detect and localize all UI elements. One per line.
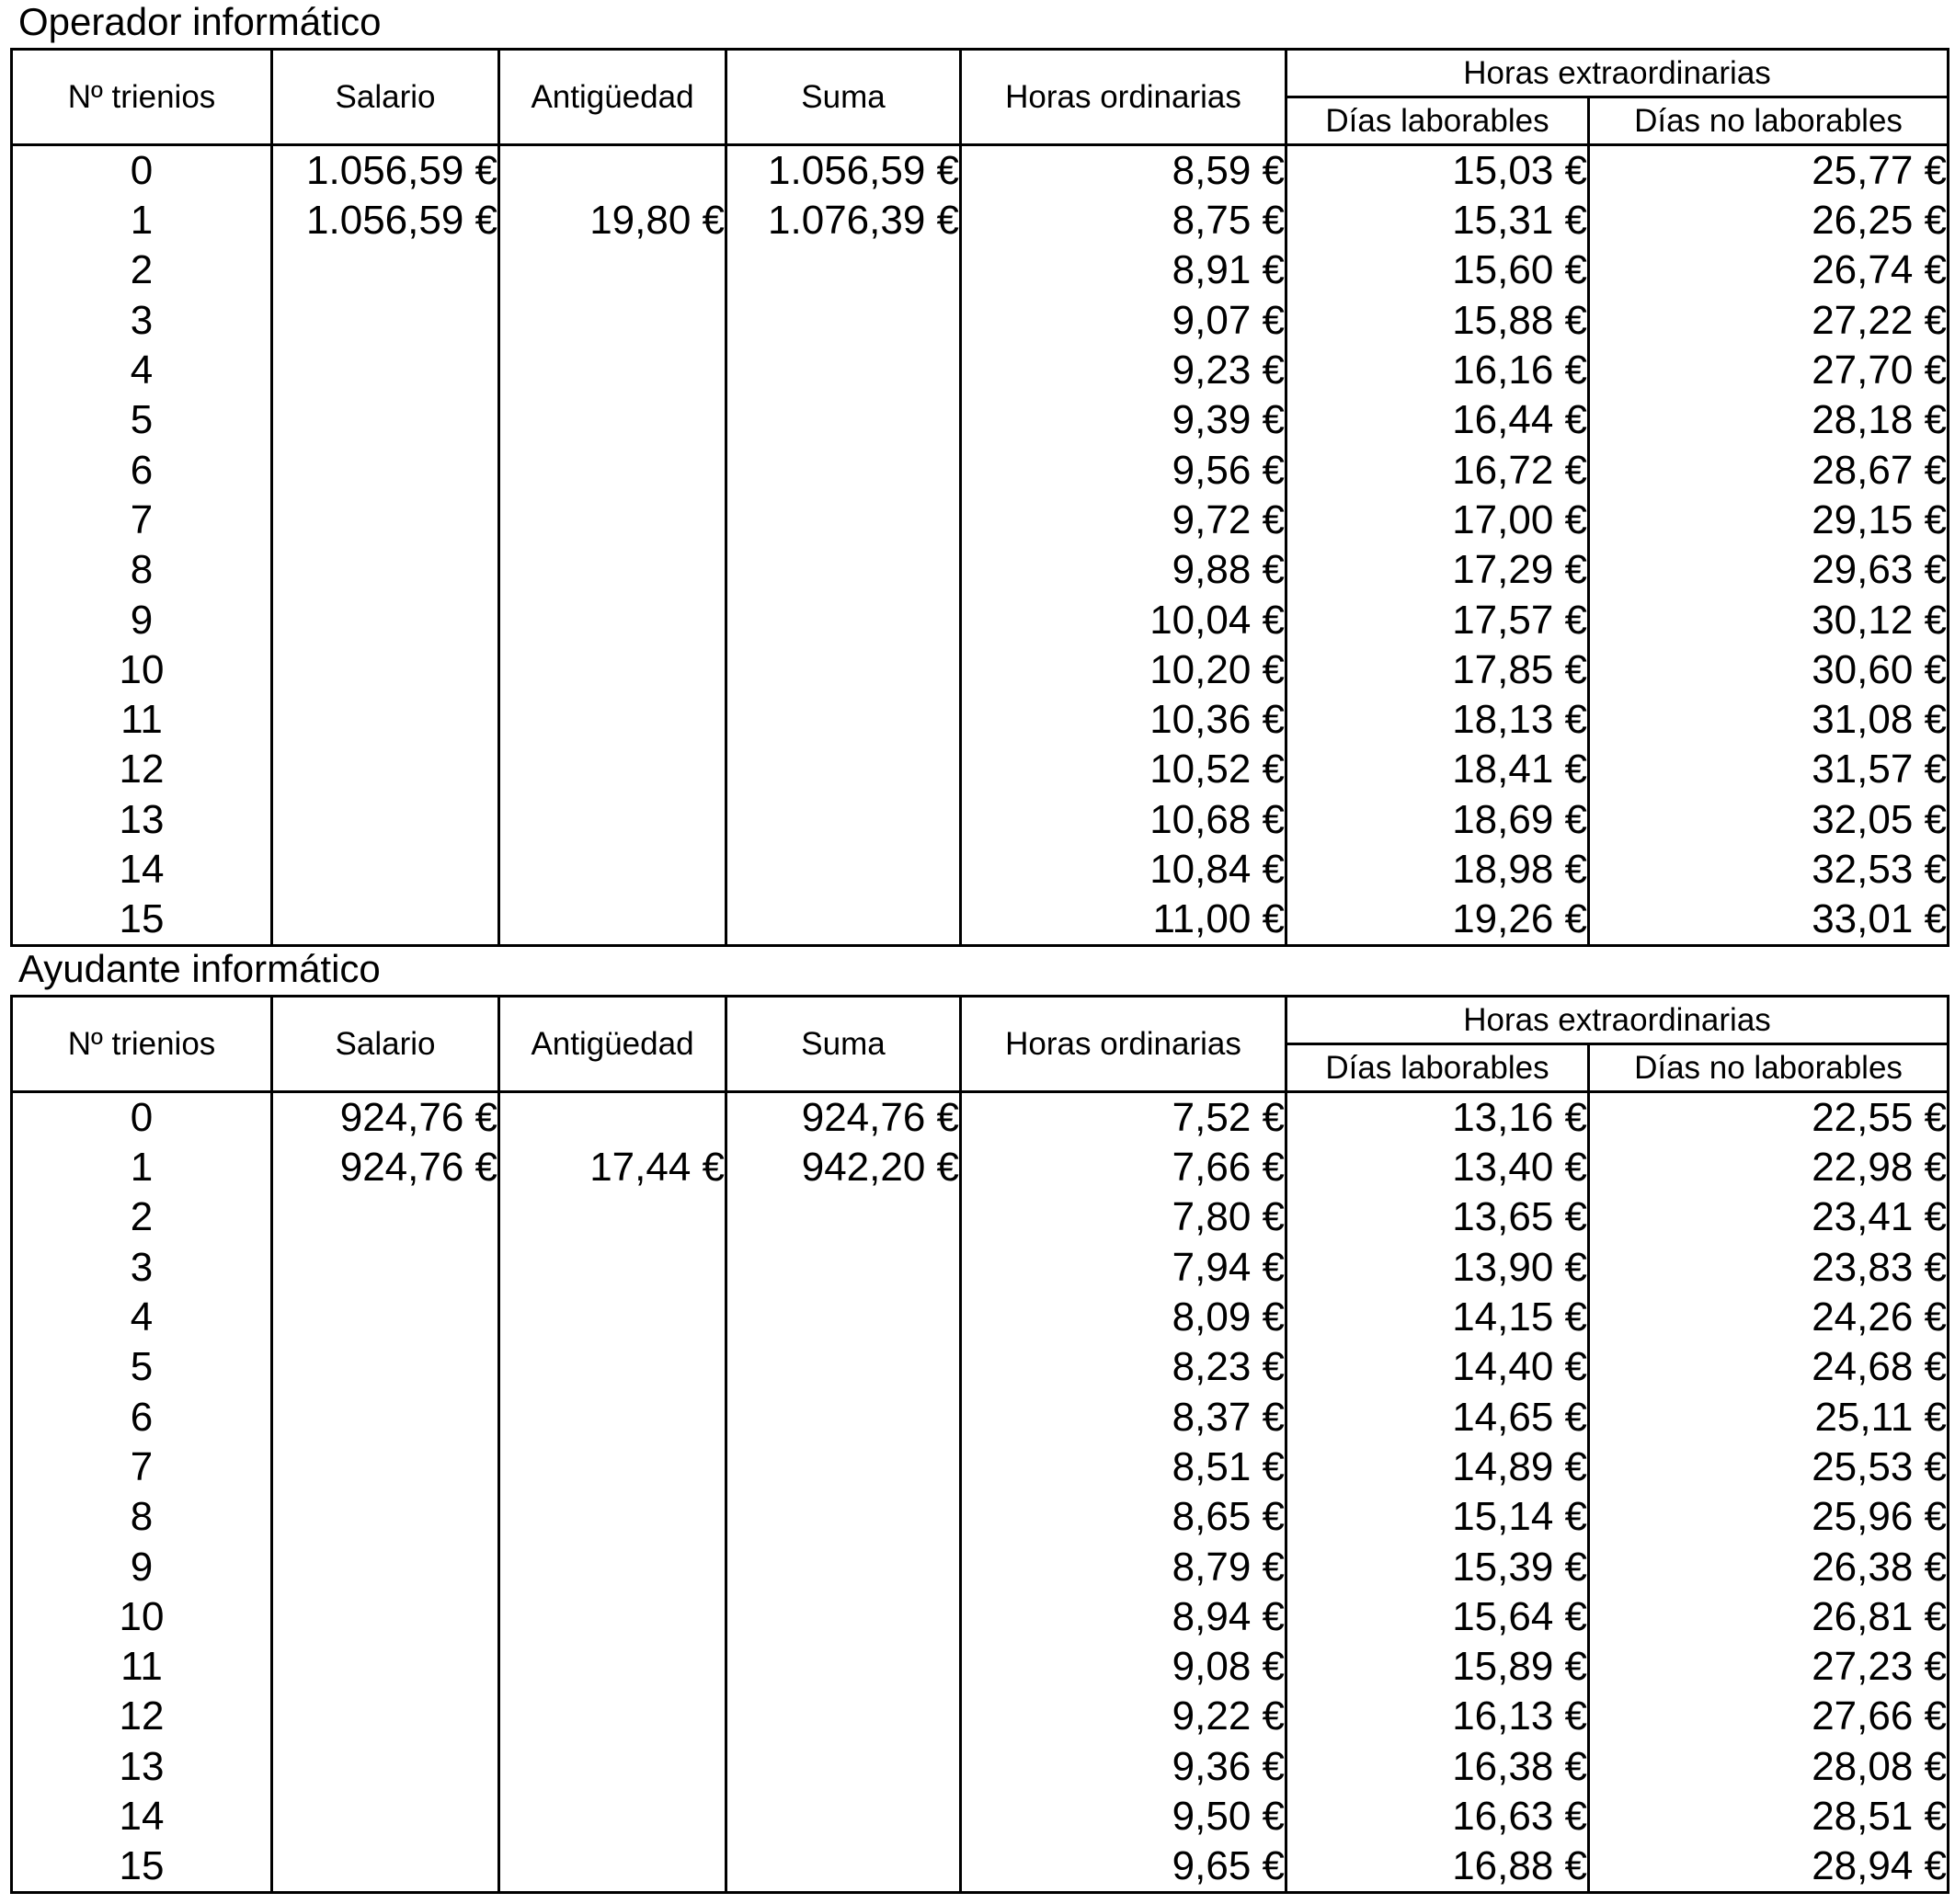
cell-dias-laborables: 15,39 € xyxy=(1286,1542,1589,1591)
cell-suma xyxy=(726,1542,961,1591)
table-body xyxy=(12,145,1949,946)
cell-salario xyxy=(272,245,499,295)
cell-dias-no-laborables: 29,63 € xyxy=(1589,545,1949,595)
cell-horas-ordinarias: 10,52 € xyxy=(961,745,1286,794)
table-row xyxy=(12,296,1949,346)
cell-dias-no-laborables: 28,51 € xyxy=(1589,1792,1949,1841)
cell-horas-ordinarias: 8,51 € xyxy=(961,1442,1286,1492)
cell-dias-laborables: 18,69 € xyxy=(1286,795,1589,845)
cell-salario xyxy=(272,1392,499,1442)
cell-suma xyxy=(726,1692,961,1741)
cell-antiguedad xyxy=(499,1192,726,1242)
header-trienios: Nº trienios xyxy=(12,50,272,145)
cell-trienios: 3 xyxy=(12,296,272,346)
cell-antiguedad xyxy=(499,795,726,845)
cell-horas-ordinarias: 9,88 € xyxy=(961,545,1286,595)
table-row xyxy=(12,1542,1949,1591)
cell-salario xyxy=(272,1692,499,1741)
cell-salario xyxy=(272,1442,499,1492)
cell-trienios: 6 xyxy=(12,445,272,495)
cell-trienios: 10 xyxy=(12,1592,272,1642)
cell-antiguedad xyxy=(499,1092,726,1144)
cell-horas-ordinarias: 7,94 € xyxy=(961,1243,1286,1293)
cell-trienios: 15 xyxy=(12,895,272,946)
cell-trienios: 3 xyxy=(12,1243,272,1293)
cell-antiguedad xyxy=(499,645,726,695)
cell-trienios: 13 xyxy=(12,1742,272,1792)
cell-antiguedad xyxy=(499,1792,726,1841)
cell-dias-laborables: 14,15 € xyxy=(1286,1293,1589,1342)
cell-trienios: 5 xyxy=(12,395,272,445)
cell-dias-laborables: 13,90 € xyxy=(1286,1243,1589,1293)
cell-salario xyxy=(272,346,499,395)
cell-suma xyxy=(726,346,961,395)
cell-dias-no-laborables: 28,18 € xyxy=(1589,395,1949,445)
cell-salario xyxy=(272,795,499,845)
cell-antiguedad xyxy=(499,845,726,895)
cell-dias-no-laborables: 28,67 € xyxy=(1589,445,1949,495)
table-row xyxy=(12,795,1949,845)
cell-dias-no-laborables: 26,74 € xyxy=(1589,245,1949,295)
cell-dias-laborables: 16,63 € xyxy=(1286,1792,1589,1841)
cell-antiguedad xyxy=(499,145,726,197)
cell-horas-ordinarias: 8,75 € xyxy=(961,196,1286,245)
cell-suma xyxy=(726,1442,961,1492)
header-dias-laborables: Días laborables xyxy=(1286,1044,1589,1092)
cell-suma xyxy=(726,296,961,346)
table-row xyxy=(12,895,1949,946)
cell-suma xyxy=(726,1342,961,1392)
cell-dias-laborables: 13,65 € xyxy=(1286,1192,1589,1242)
cell-salario xyxy=(272,545,499,595)
cell-antiguedad xyxy=(499,296,726,346)
cell-dias-laborables: 17,29 € xyxy=(1286,545,1589,595)
cell-dias-no-laborables: 24,68 € xyxy=(1589,1342,1949,1392)
table-row xyxy=(12,245,1949,295)
table-row xyxy=(12,645,1949,695)
table-header xyxy=(12,50,1949,145)
cell-horas-ordinarias: 10,68 € xyxy=(961,795,1286,845)
table-row xyxy=(12,1841,1949,1893)
cell-horas-ordinarias: 9,22 € xyxy=(961,1692,1286,1741)
table-row xyxy=(12,1742,1949,1792)
cell-dias-no-laborables: 30,12 € xyxy=(1589,595,1949,644)
cell-salario xyxy=(272,595,499,644)
cell-salario xyxy=(272,395,499,445)
cell-trienios: 4 xyxy=(12,1293,272,1342)
cell-suma xyxy=(726,445,961,495)
cell-dias-no-laborables: 28,94 € xyxy=(1589,1841,1949,1893)
cell-dias-no-laborables: 25,53 € xyxy=(1589,1442,1949,1492)
cell-antiguedad: 19,80 € xyxy=(499,196,726,245)
cell-dias-laborables: 17,00 € xyxy=(1286,496,1589,545)
cell-suma xyxy=(726,1642,961,1692)
cell-horas-ordinarias: 9,23 € xyxy=(961,346,1286,395)
cell-horas-ordinarias: 8,79 € xyxy=(961,1542,1286,1591)
cell-dias-laborables: 16,13 € xyxy=(1286,1692,1589,1741)
cell-salario xyxy=(272,745,499,794)
cell-salario xyxy=(272,895,499,946)
table-row xyxy=(12,1342,1949,1392)
cell-suma xyxy=(726,595,961,644)
cell-horas-ordinarias: 9,56 € xyxy=(961,445,1286,495)
cell-dias-laborables: 18,13 € xyxy=(1286,695,1589,745)
table-row xyxy=(12,1143,1949,1192)
cell-trienios: 1 xyxy=(12,196,272,245)
table-body xyxy=(12,1092,1949,1893)
cell-trienios: 7 xyxy=(12,496,272,545)
cell-horas-ordinarias: 7,52 € xyxy=(961,1092,1286,1144)
cell-salario xyxy=(272,1542,499,1591)
cell-salario xyxy=(272,496,499,545)
table-row xyxy=(12,1092,1949,1144)
header-salario: Salario xyxy=(272,997,499,1092)
cell-dias-no-laborables: 33,01 € xyxy=(1589,895,1949,946)
cell-trienios: 12 xyxy=(12,1692,272,1741)
header-dias-no-laborables: Días no laborables xyxy=(1589,97,1949,145)
cell-salario xyxy=(272,445,499,495)
cell-dias-laborables: 15,89 € xyxy=(1286,1642,1589,1692)
table-row xyxy=(12,1442,1949,1492)
table-row xyxy=(12,845,1949,895)
cell-antiguedad xyxy=(499,1692,726,1741)
cell-horas-ordinarias: 8,94 € xyxy=(961,1592,1286,1642)
cell-dias-no-laborables: 26,25 € xyxy=(1589,196,1949,245)
cell-horas-ordinarias: 7,66 € xyxy=(961,1143,1286,1192)
cell-suma: 924,76 € xyxy=(726,1092,961,1144)
cell-suma xyxy=(726,895,961,946)
table-row xyxy=(12,595,1949,644)
cell-salario xyxy=(272,1192,499,1242)
cell-dias-laborables: 16,44 € xyxy=(1286,395,1589,445)
cell-dias-no-laborables: 29,15 € xyxy=(1589,496,1949,545)
cell-trienios: 13 xyxy=(12,795,272,845)
cell-dias-laborables: 15,88 € xyxy=(1286,296,1589,346)
cell-salario xyxy=(272,645,499,695)
salary-table-operador xyxy=(10,48,1949,947)
cell-horas-ordinarias: 8,65 € xyxy=(961,1492,1286,1542)
cell-dias-laborables: 16,16 € xyxy=(1286,346,1589,395)
header-horas-ordinarias: Horas ordinarias xyxy=(961,997,1286,1092)
cell-salario xyxy=(272,1792,499,1841)
cell-antiguedad xyxy=(499,1342,726,1392)
header-antiguedad: Antigüedad xyxy=(499,997,726,1092)
salary-table-ayudante xyxy=(10,995,1949,1894)
cell-horas-ordinarias: 9,39 € xyxy=(961,395,1286,445)
cell-suma xyxy=(726,496,961,545)
cell-antiguedad xyxy=(499,895,726,946)
table-row xyxy=(12,745,1949,794)
table-row xyxy=(12,545,1949,595)
cell-salario xyxy=(272,1342,499,1392)
cell-trienios: 15 xyxy=(12,1841,272,1893)
cell-antiguedad xyxy=(499,1592,726,1642)
cell-trienios: 14 xyxy=(12,1792,272,1841)
cell-dias-no-laborables: 28,08 € xyxy=(1589,1742,1949,1792)
cell-trienios: 2 xyxy=(12,245,272,295)
cell-dias-no-laborables: 32,05 € xyxy=(1589,795,1949,845)
cell-antiguedad xyxy=(499,1392,726,1442)
cell-trienios: 4 xyxy=(12,346,272,395)
cell-antiguedad xyxy=(499,496,726,545)
cell-antiguedad xyxy=(499,1742,726,1792)
cell-dias-laborables: 13,40 € xyxy=(1286,1143,1589,1192)
cell-dias-no-laborables: 26,38 € xyxy=(1589,1542,1949,1591)
table-row xyxy=(12,695,1949,745)
cell-antiguedad xyxy=(499,1243,726,1293)
cell-horas-ordinarias: 8,91 € xyxy=(961,245,1286,295)
table-row xyxy=(12,196,1949,245)
cell-salario xyxy=(272,1293,499,1342)
table-row xyxy=(12,1392,1949,1442)
cell-dias-laborables: 15,60 € xyxy=(1286,245,1589,295)
cell-suma xyxy=(726,1792,961,1841)
cell-salario xyxy=(272,1642,499,1692)
table-row xyxy=(12,1642,1949,1692)
cell-trienios: 8 xyxy=(12,1492,272,1542)
cell-suma: 1.056,59 € xyxy=(726,145,961,197)
cell-antiguedad xyxy=(499,695,726,745)
cell-antiguedad xyxy=(499,1841,726,1893)
cell-suma xyxy=(726,795,961,845)
cell-antiguedad xyxy=(499,1492,726,1542)
table-row xyxy=(12,1692,1949,1741)
cell-horas-ordinarias: 10,20 € xyxy=(961,645,1286,695)
cell-suma: 942,20 € xyxy=(726,1143,961,1192)
cell-antiguedad xyxy=(499,595,726,644)
cell-dias-no-laborables: 25,11 € xyxy=(1589,1392,1949,1442)
cell-horas-ordinarias: 10,04 € xyxy=(961,595,1286,644)
table-row xyxy=(12,145,1949,197)
cell-dias-laborables: 14,40 € xyxy=(1286,1342,1589,1392)
cell-dias-laborables: 16,38 € xyxy=(1286,1742,1589,1792)
cell-trienios: 11 xyxy=(12,695,272,745)
cell-dias-laborables: 18,98 € xyxy=(1286,845,1589,895)
cell-horas-ordinarias: 11,00 € xyxy=(961,895,1286,946)
cell-salario: 924,76 € xyxy=(272,1092,499,1144)
cell-salario xyxy=(272,695,499,745)
cell-dias-laborables: 15,31 € xyxy=(1286,196,1589,245)
section-title-operador: Operador informático xyxy=(18,0,382,43)
cell-dias-laborables: 16,88 € xyxy=(1286,1841,1589,1893)
cell-dias-no-laborables: 23,83 € xyxy=(1589,1243,1949,1293)
cell-dias-no-laborables: 22,98 € xyxy=(1589,1143,1949,1192)
cell-suma xyxy=(726,1293,961,1342)
cell-horas-ordinarias: 7,80 € xyxy=(961,1192,1286,1242)
table-row xyxy=(12,496,1949,545)
cell-dias-no-laborables: 31,08 € xyxy=(1589,695,1949,745)
table-row xyxy=(12,346,1949,395)
header-horas-extraordinarias: Horas extraordinarias xyxy=(1286,50,1949,97)
cell-salario xyxy=(272,1243,499,1293)
cell-horas-ordinarias: 8,23 € xyxy=(961,1342,1286,1392)
cell-dias-no-laborables: 22,55 € xyxy=(1589,1092,1949,1144)
cell-suma xyxy=(726,1742,961,1792)
cell-dias-laborables: 16,72 € xyxy=(1286,445,1589,495)
cell-horas-ordinarias: 9,07 € xyxy=(961,296,1286,346)
table-row xyxy=(12,445,1949,495)
cell-suma xyxy=(726,395,961,445)
header-antiguedad: Antigüedad xyxy=(499,50,726,145)
cell-dias-laborables: 17,57 € xyxy=(1286,595,1589,644)
header-horas-ordinarias: Horas ordinarias xyxy=(961,50,1286,145)
cell-salario: 924,76 € xyxy=(272,1143,499,1192)
cell-suma xyxy=(726,1841,961,1893)
cell-dias-no-laborables: 27,23 € xyxy=(1589,1642,1949,1692)
cell-horas-ordinarias: 9,72 € xyxy=(961,496,1286,545)
cell-suma xyxy=(726,1392,961,1442)
cell-antiguedad xyxy=(499,395,726,445)
cell-antiguedad xyxy=(499,1442,726,1492)
cell-dias-no-laborables: 32,53 € xyxy=(1589,845,1949,895)
cell-trienios: 9 xyxy=(12,1542,272,1591)
cell-antiguedad xyxy=(499,745,726,794)
cell-trienios: 7 xyxy=(12,1442,272,1492)
cell-salario: 1.056,59 € xyxy=(272,145,499,197)
cell-suma xyxy=(726,695,961,745)
cell-horas-ordinarias: 9,50 € xyxy=(961,1792,1286,1841)
table-row xyxy=(12,1192,1949,1242)
cell-trienios: 10 xyxy=(12,645,272,695)
cell-suma xyxy=(726,245,961,295)
cell-dias-laborables: 14,89 € xyxy=(1286,1442,1589,1492)
cell-antiguedad xyxy=(499,1642,726,1692)
cell-dias-laborables: 15,64 € xyxy=(1286,1592,1589,1642)
cell-trienios: 0 xyxy=(12,1092,272,1144)
table-row xyxy=(12,1293,1949,1342)
header-suma: Suma xyxy=(726,997,961,1092)
cell-dias-no-laborables: 25,77 € xyxy=(1589,145,1949,197)
table-row xyxy=(12,395,1949,445)
cell-salario xyxy=(272,1492,499,1542)
cell-trienios: 14 xyxy=(12,845,272,895)
cell-dias-laborables: 18,41 € xyxy=(1286,745,1589,794)
cell-horas-ordinarias: 9,65 € xyxy=(961,1841,1286,1893)
cell-antiguedad xyxy=(499,545,726,595)
cell-dias-no-laborables: 23,41 € xyxy=(1589,1192,1949,1242)
header-dias-laborables: Días laborables xyxy=(1286,97,1589,145)
table-row xyxy=(12,1592,1949,1642)
cell-horas-ordinarias: 9,08 € xyxy=(961,1642,1286,1692)
cell-horas-ordinarias: 8,09 € xyxy=(961,1293,1286,1342)
cell-dias-no-laborables: 24,26 € xyxy=(1589,1293,1949,1342)
header-trienios: Nº trienios xyxy=(12,997,272,1092)
header-horas-extraordinarias: Horas extraordinarias xyxy=(1286,997,1949,1044)
cell-dias-no-laborables: 25,96 € xyxy=(1589,1492,1949,1542)
cell-dias-laborables: 15,14 € xyxy=(1286,1492,1589,1542)
cell-suma xyxy=(726,845,961,895)
cell-trienios: 0 xyxy=(12,145,272,197)
cell-suma xyxy=(726,745,961,794)
cell-dias-no-laborables: 27,70 € xyxy=(1589,346,1949,395)
cell-horas-ordinarias: 8,37 € xyxy=(961,1392,1286,1442)
cell-salario: 1.056,59 € xyxy=(272,196,499,245)
cell-trienios: 2 xyxy=(12,1192,272,1242)
section-title-ayudante: Ayudante informático xyxy=(18,947,381,990)
cell-horas-ordinarias: 10,84 € xyxy=(961,845,1286,895)
cell-trienios: 1 xyxy=(12,1143,272,1192)
cell-suma xyxy=(726,1243,961,1293)
cell-trienios: 12 xyxy=(12,745,272,794)
cell-salario xyxy=(272,1742,499,1792)
cell-dias-no-laborables: 27,66 € xyxy=(1589,1692,1949,1741)
cell-antiguedad: 17,44 € xyxy=(499,1143,726,1192)
cell-horas-ordinarias: 9,36 € xyxy=(961,1742,1286,1792)
header-salario: Salario xyxy=(272,50,499,145)
cell-horas-ordinarias: 8,59 € xyxy=(961,145,1286,197)
cell-antiguedad xyxy=(499,346,726,395)
cell-suma xyxy=(726,645,961,695)
cell-salario xyxy=(272,1841,499,1893)
header-suma: Suma xyxy=(726,50,961,145)
cell-dias-laborables: 19,26 € xyxy=(1286,895,1589,946)
cell-suma xyxy=(726,1492,961,1542)
cell-salario xyxy=(272,1592,499,1642)
cell-suma: 1.076,39 € xyxy=(726,196,961,245)
cell-horas-ordinarias: 10,36 € xyxy=(961,695,1286,745)
cell-dias-laborables: 15,03 € xyxy=(1286,145,1589,197)
cell-antiguedad xyxy=(499,1293,726,1342)
cell-trienios: 5 xyxy=(12,1342,272,1392)
cell-antiguedad xyxy=(499,445,726,495)
cell-dias-no-laborables: 31,57 € xyxy=(1589,745,1949,794)
cell-dias-laborables: 14,65 € xyxy=(1286,1392,1589,1442)
cell-dias-no-laborables: 27,22 € xyxy=(1589,296,1949,346)
cell-trienios: 6 xyxy=(12,1392,272,1442)
cell-salario xyxy=(272,845,499,895)
cell-dias-no-laborables: 26,81 € xyxy=(1589,1592,1949,1642)
header-dias-no-laborables: Días no laborables xyxy=(1589,1044,1949,1092)
cell-trienios: 9 xyxy=(12,595,272,644)
cell-suma xyxy=(726,545,961,595)
cell-dias-laborables: 13,16 € xyxy=(1286,1092,1589,1144)
cell-suma xyxy=(726,1192,961,1242)
cell-antiguedad xyxy=(499,245,726,295)
cell-salario xyxy=(272,296,499,346)
cell-dias-laborables: 17,85 € xyxy=(1286,645,1589,695)
cell-trienios: 11 xyxy=(12,1642,272,1692)
cell-suma xyxy=(726,1592,961,1642)
cell-antiguedad xyxy=(499,1542,726,1591)
table-row xyxy=(12,1243,1949,1293)
cell-trienios: 8 xyxy=(12,545,272,595)
table-header xyxy=(12,997,1949,1092)
cell-dias-no-laborables: 30,60 € xyxy=(1589,645,1949,695)
table-row xyxy=(12,1492,1949,1542)
table-row xyxy=(12,1792,1949,1841)
